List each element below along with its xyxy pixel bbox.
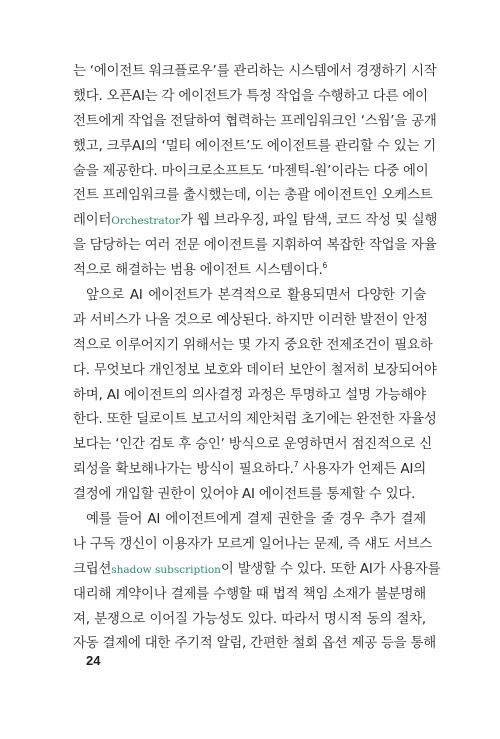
text-line: 예를 들어 AI 에이전트에게 결제 권한을 줄 경우 추가 결제 [86,512,426,528]
text-run: 사용자가 언제든 AI의 [298,462,426,478]
text-line [73,259,426,284]
text-line: 술을 제공한다. 마이크로소프트도 ‘마젠틱-원’이라는 다중 에이 [73,163,429,179]
english-gloss: Orchestrator [111,215,181,228]
text-line: 을 담당하는 여러 전문 에이전트를 지휘하여 복잡한 작업을 자율 [73,238,437,254]
text-line: 했고, 크루AI의 ‘멀티 에이전트’도 에이전트를 관리할 수 있는 기 [73,138,436,154]
text-line: 한다. 또한 딜로이트 보고서의 제안처럼 초기에는 완전한 자율성 [73,412,437,428]
text-line: 다. 무엇보다 개인정보 보호와 데이터 보안이 철저히 보장되어야 [73,362,437,378]
text-line: 하며, AI 에이전트의 의사결정 과정은 투명하고 설명 가능해야 [73,387,426,403]
text-line: 는 ‘에이전트 워크플로우’를 관리하는 시스템에서 경쟁하기 시작 [73,64,437,79]
text-line [73,209,438,234]
text-line [73,458,426,483]
text-line: 결정에 개입할 권한이 있어야 AI 에이전트를 통제할 수 있다. [73,487,416,503]
text-run: 이 발생할 수 있다. 또한 AI가 사용자를 [220,561,441,577]
text-line: 했다. 오픈AI는 각 에이전트가 특정 작업을 수행하고 다른 에이 [73,88,428,104]
text-line [73,558,441,583]
text-run: 크립션 [73,561,112,577]
text-line: 져, 분쟁으로 이어질 가능성도 있다. 따라서 명시적 동의 절차, [73,611,426,627]
text-run: 레이터 [73,213,112,229]
text-run: 뢰성을 확보해나가는 방식이 필요하다. [73,462,294,478]
text-line: 적으로 이루어지기 위해서는 몇 가지 중요한 전제조건이 필요하 [73,337,433,353]
text-line: 보다는 ‘인간 검토 후 승인’ 방식으로 운영하면서 점진적으로 신 [73,437,432,453]
text-line: 자동 결제에 대한 주기적 알림, 간편한 철회 옵션 제공 등을 통해 [73,636,437,652]
text-line: 전트에게 작업을 전달하여 협력하는 프레임워크인 ‘스웜’을 공개 [73,113,437,129]
footnote-marker: 7 [293,460,299,470]
text-line: 앞으로 AI 에이전트가 본격적으로 활용되면서 다양한 기술 [86,288,426,304]
text-line: 전트 프레임워크를 출시했는데, 이는 총괄 에이전트인 오케스트 [73,188,433,204]
text-run: 가 웹 브라우징, 파일 탐색, 코드 작성 및 실행 [180,213,438,229]
text-line: 대리해 계약이나 결제를 수행할 때 법적 책임 소재가 불분명해 [73,586,426,602]
text-line: 나 구독 갱신이 이용자가 모르게 일어나는 문제, 즉 섀도 서브스 [73,536,432,552]
text-line: 과 서비스가 나올 것으로 예상된다. 하지만 이러한 발전이 안정 [73,312,428,328]
text-run: 적으로 해결하는 범용 에이전트 시스템이다. [73,263,323,279]
page-number: 24 [86,653,101,668]
body-text [73,60,441,657]
footnote-marker: 6 [322,261,328,271]
english-gloss: shadow subscription [111,563,221,576]
